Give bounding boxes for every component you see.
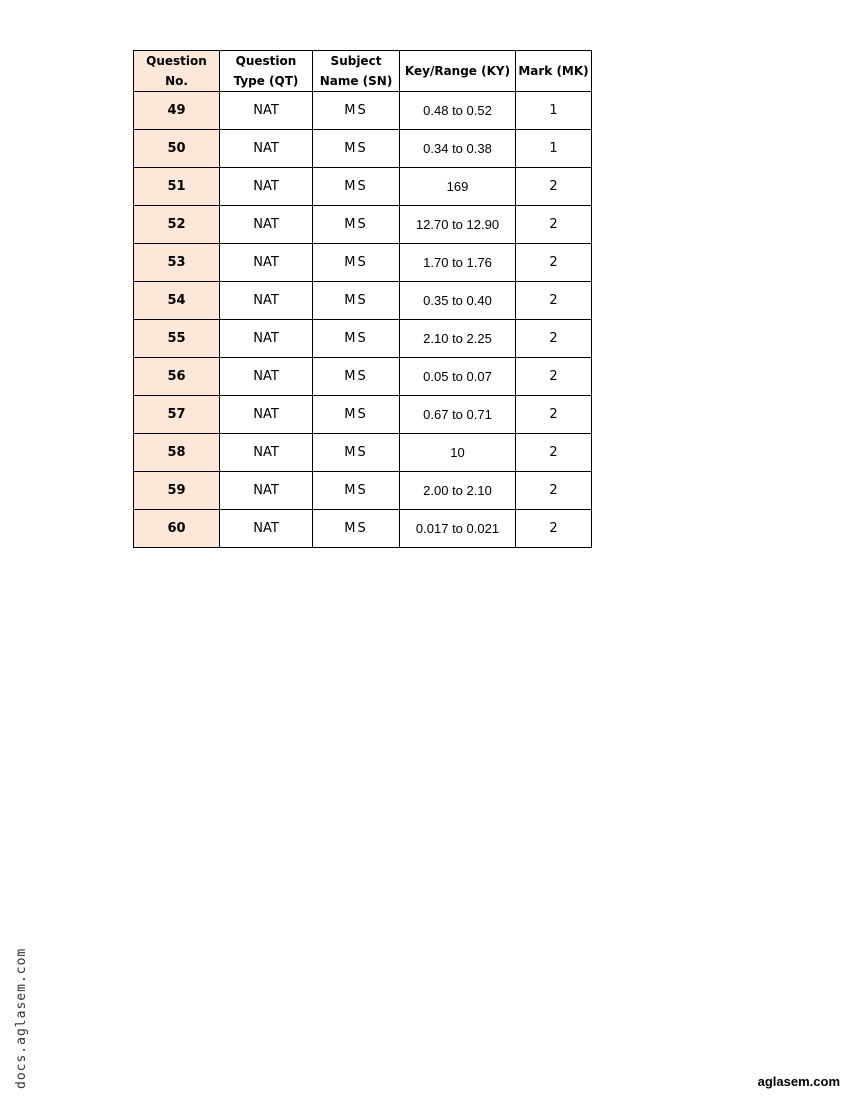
table-row <box>134 434 592 472</box>
question-no-cell <box>134 206 220 244</box>
key-range-cell-text: 12.70 to 12.90 <box>415 217 500 232</box>
question-no-cell <box>134 472 220 510</box>
mark-cell <box>516 130 592 168</box>
header-question-no-line1: Question <box>146 54 207 68</box>
mark-cell-text: 2 <box>549 293 558 308</box>
mark-cell-text: 2 <box>549 217 558 232</box>
table-row <box>134 510 592 548</box>
key-range-cell-text: 0.67 to 0.71 <box>423 407 492 422</box>
table-row <box>134 168 592 206</box>
mark-cell-text: 2 <box>549 179 558 194</box>
answer-key-table <box>133 50 592 548</box>
key-range-cell-text: 169 <box>446 179 469 194</box>
header-question-no-line2: No. <box>165 74 188 88</box>
subject-name-cell <box>313 396 400 434</box>
subject-name-cell <box>313 130 400 168</box>
question-no-cell <box>134 434 220 472</box>
question-no-cell-text: 55 <box>167 331 186 346</box>
subject-name-cell-text: MS <box>344 293 368 308</box>
mark-cell-text: 2 <box>549 407 558 422</box>
question-type-cell-text: NAT <box>253 331 279 346</box>
key-range-cell <box>400 320 516 358</box>
question-type-cell <box>220 92 313 130</box>
subject-name-cell <box>313 434 400 472</box>
key-range-cell-text: 2.00 to 2.10 <box>423 483 492 498</box>
question-type-cell-text: NAT <box>253 407 279 422</box>
header-question-type <box>220 51 313 92</box>
mark-cell-text: 2 <box>549 331 558 346</box>
question-type-cell <box>220 472 313 510</box>
mark-cell-text: 1 <box>549 141 558 156</box>
header-mark: Mark (MK) <box>516 51 592 92</box>
header-question-type-line2: Type (QT) <box>233 74 299 88</box>
table-row <box>134 206 592 244</box>
mark-cell-text: 1 <box>549 103 558 118</box>
question-no-cell-text: 59 <box>167 483 186 498</box>
question-type-cell-text: NAT <box>253 217 279 232</box>
key-range-cell-text: 10 <box>450 445 465 460</box>
question-no-cell-text: 60 <box>167 521 186 536</box>
question-type-cell <box>220 206 313 244</box>
question-type-cell-text: NAT <box>253 521 279 536</box>
question-no-cell-text: 56 <box>167 369 186 384</box>
key-range-cell-text: 0.35 to 0.40 <box>423 293 492 308</box>
mark-cell <box>516 282 592 320</box>
mark-cell <box>516 472 592 510</box>
mark-cell <box>516 206 592 244</box>
side-watermark: docs.aglasem.com <box>14 947 29 1089</box>
question-type-cell <box>220 282 313 320</box>
header-key-range: Key/Range (KY) <box>400 51 516 92</box>
header-row <box>134 51 592 92</box>
question-no-cell-text: 58 <box>167 445 186 460</box>
table-row <box>134 282 592 320</box>
key-range-cell-text: 0.05 to 0.07 <box>423 369 492 384</box>
subject-name-cell <box>313 282 400 320</box>
subject-name-cell-text: MS <box>344 445 368 460</box>
key-range-cell-text: 0.34 to 0.38 <box>423 141 492 156</box>
question-type-cell-text: NAT <box>253 293 279 308</box>
question-type-cell <box>220 130 313 168</box>
key-range-cell <box>400 130 516 168</box>
question-no-cell <box>134 358 220 396</box>
question-type-cell-text: NAT <box>253 179 279 194</box>
subject-name-cell-text: MS <box>344 255 368 270</box>
question-type-cell-text: NAT <box>253 255 279 270</box>
mark-cell <box>516 168 592 206</box>
key-range-cell <box>400 206 516 244</box>
question-no-cell <box>134 396 220 434</box>
table-row <box>134 130 592 168</box>
mark-cell-text: 2 <box>549 255 558 270</box>
subject-name-cell <box>313 358 400 396</box>
question-no-cell <box>134 510 220 548</box>
key-range-cell <box>400 244 516 282</box>
question-no-cell <box>134 130 220 168</box>
mark-cell <box>516 244 592 282</box>
question-type-cell <box>220 434 313 472</box>
subject-name-cell <box>313 244 400 282</box>
question-no-cell-text: 53 <box>167 255 186 270</box>
question-type-cell <box>220 510 313 548</box>
key-range-cell <box>400 396 516 434</box>
question-no-cell-text: 52 <box>167 217 186 232</box>
question-no-cell-text: 54 <box>167 293 186 308</box>
mark-cell <box>516 434 592 472</box>
question-type-cell <box>220 396 313 434</box>
question-type-cell <box>220 244 313 282</box>
mark-cell <box>516 320 592 358</box>
question-type-cell <box>220 358 313 396</box>
question-type-cell <box>220 168 313 206</box>
header-question-no <box>134 51 220 92</box>
key-range-cell-text: 1.70 to 1.76 <box>423 255 492 270</box>
header-subject-name <box>313 51 400 92</box>
question-no-cell <box>134 320 220 358</box>
question-no-cell-text: 57 <box>167 407 186 422</box>
mark-cell <box>516 510 592 548</box>
subject-name-cell-text: MS <box>344 407 368 422</box>
subject-name-cell-text: MS <box>344 521 368 536</box>
key-range-cell <box>400 472 516 510</box>
key-range-cell <box>400 168 516 206</box>
question-type-cell-text: NAT <box>253 445 279 460</box>
table-row <box>134 244 592 282</box>
subject-name-cell <box>313 320 400 358</box>
question-type-cell-text: NAT <box>253 483 279 498</box>
question-no-cell-text: 49 <box>167 103 186 118</box>
table-header <box>134 51 592 92</box>
key-range-cell <box>400 358 516 396</box>
key-range-cell <box>400 434 516 472</box>
mark-cell <box>516 358 592 396</box>
question-no-cell <box>134 244 220 282</box>
subject-name-cell-text: MS <box>344 217 368 232</box>
question-type-cell-text: NAT <box>253 103 279 118</box>
question-no-cell <box>134 168 220 206</box>
table-row <box>134 396 592 434</box>
question-no-cell <box>134 92 220 130</box>
subject-name-cell-text: MS <box>344 141 368 156</box>
header-subject-name-line1: Subject <box>330 54 382 68</box>
question-no-cell-text: 51 <box>167 179 186 194</box>
footer-brand: aglasem.com <box>757 1074 840 1089</box>
mark-cell-text: 2 <box>549 445 558 460</box>
key-range-cell <box>400 282 516 320</box>
question-no-cell-text: 50 <box>167 141 186 156</box>
table-row <box>134 92 592 130</box>
table-row <box>134 472 592 510</box>
subject-name-cell <box>313 92 400 130</box>
mark-cell-text: 2 <box>549 369 558 384</box>
key-range-cell <box>400 510 516 548</box>
header-subject-name-line2: Name (SN) <box>319 74 393 88</box>
mark-cell-text: 2 <box>549 521 558 536</box>
subject-name-cell <box>313 206 400 244</box>
subject-name-cell-text: MS <box>344 369 368 384</box>
key-range-cell <box>400 92 516 130</box>
subject-name-cell <box>313 168 400 206</box>
question-type-cell-text: NAT <box>253 369 279 384</box>
subject-name-cell-text: MS <box>344 331 368 346</box>
subject-name-cell-text: MS <box>344 103 368 118</box>
table-body <box>134 92 592 548</box>
table-row <box>134 358 592 396</box>
question-type-cell-text: NAT <box>253 141 279 156</box>
mark-cell <box>516 396 592 434</box>
subject-name-cell <box>313 510 400 548</box>
subject-name-cell-text: MS <box>344 483 368 498</box>
question-no-cell <box>134 282 220 320</box>
key-range-cell-text: 0.017 to 0.021 <box>415 521 500 536</box>
table-row <box>134 320 592 358</box>
key-range-cell-text: 0.48 to 0.52 <box>423 103 492 118</box>
mark-cell <box>516 92 592 130</box>
subject-name-cell-text: MS <box>344 179 368 194</box>
mark-cell-text: 2 <box>549 483 558 498</box>
question-type-cell <box>220 320 313 358</box>
key-range-cell-text: 2.10 to 2.25 <box>423 331 492 346</box>
header-question-type-line1: Question <box>235 54 297 68</box>
subject-name-cell <box>313 472 400 510</box>
